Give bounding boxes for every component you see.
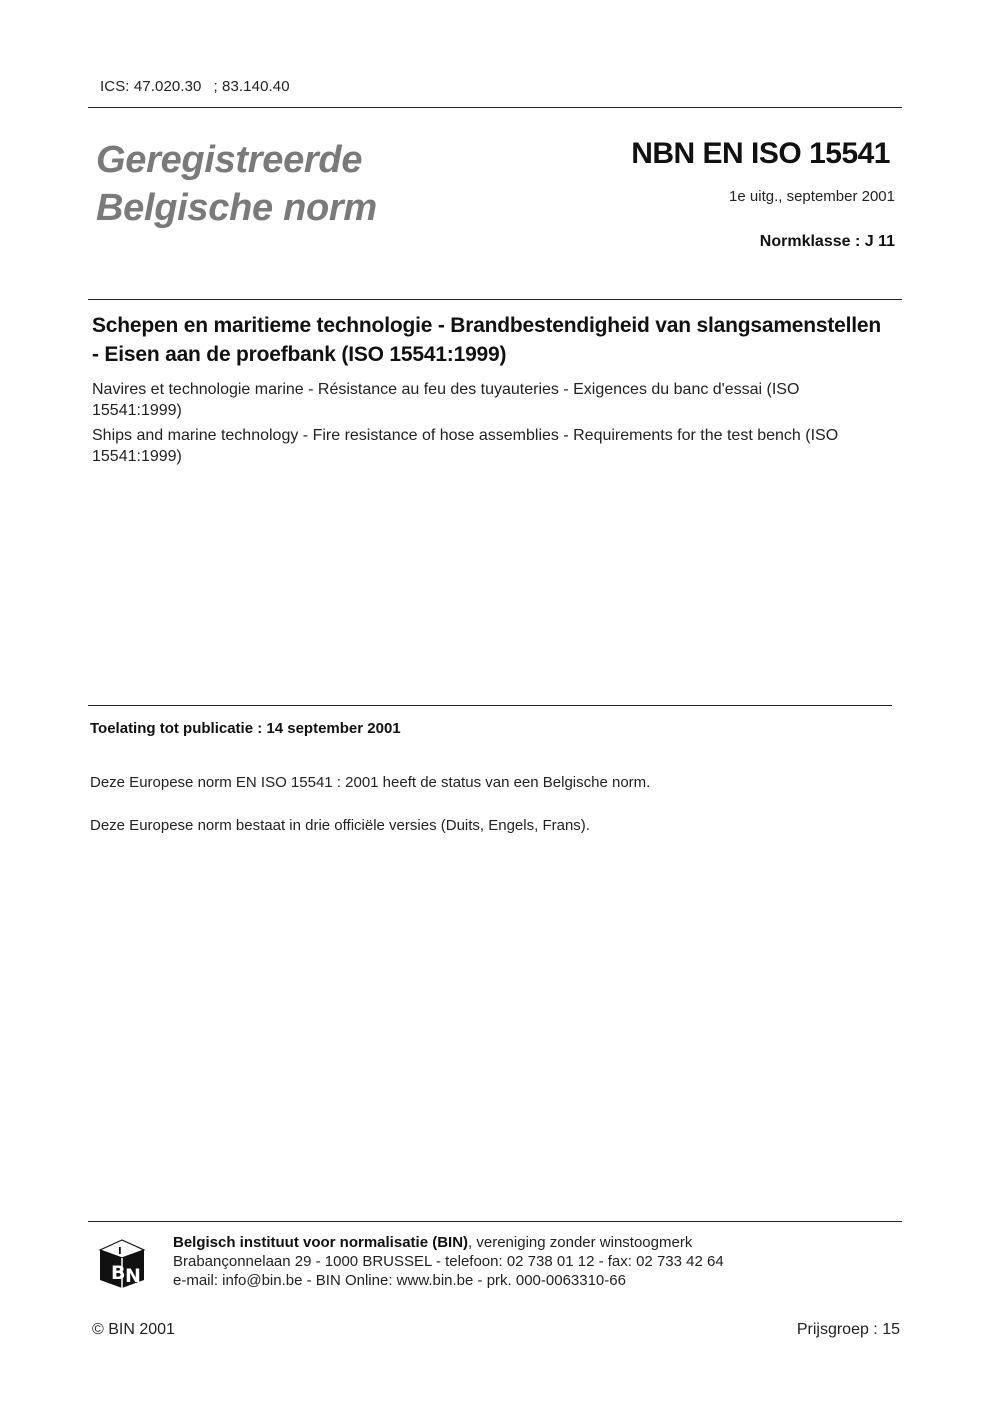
normklasse: Normklasse : J 11 <box>759 233 895 250</box>
registration-heading <box>96 136 377 232</box>
standard-code: NBN EN ISO 15541 <box>631 137 890 170</box>
body-rule <box>88 705 892 706</box>
footer-rule <box>88 1221 902 1222</box>
bin-logo-mark <box>96 1236 148 1290</box>
organization-address: Brabançonnelaan 29 - 1000 BRUSSEL - telefoon: 02 738 01 12 - fax: 02 733 42 64 <box>173 1253 724 1270</box>
ics-code-1: 47.020.30 <box>133 78 202 95</box>
title-english: Ships and marine technology - Fire resistance of hose assemblies - Requirements for the test bench (ISO 15541:1999) <box>92 427 839 465</box>
price-group: Prijsgroep : 15 <box>796 1321 900 1338</box>
ics-classification <box>100 78 290 95</box>
bin-logo-letter-b: B <box>111 1262 126 1284</box>
title-rule <box>88 299 902 300</box>
ics-code-2: ; 83.140.40 <box>213 78 290 95</box>
bin-logo <box>96 1236 148 1290</box>
edition-date: 1e uitg., september 2001 <box>729 188 895 205</box>
organization-info <box>173 1233 724 1290</box>
registration-line-1: Geregistreerde <box>96 139 363 181</box>
top-rule <box>88 107 902 108</box>
organization-line-1 <box>173 1233 724 1252</box>
status-statement: Deze Europese norm EN ISO 15541 : 2001 heeft de status van een Belgische norm. <box>90 774 651 791</box>
bin-logo-letter-i: I <box>118 1246 122 1257</box>
versions-statement: Deze Europese norm bestaat in drie officiële versies (Duits, Engels, Frans). <box>90 817 590 834</box>
publication-approval: Toelating tot publicatie : 14 september 2001 <box>90 720 401 737</box>
copyright: © BIN 2001 <box>92 1321 175 1338</box>
registration-line-2: Belgische norm <box>96 187 377 229</box>
title-french: Navires et technologie marine - Résistance au feu des tuyauteries - Exigences du banc d'essai (ISO 15541:1999) <box>92 381 800 419</box>
organization-name: Belgisch instituut voor normalisatie (BIN) <box>173 1234 469 1251</box>
organization-contact: e-mail: info@bin.be - BIN Online: www.bin.be - prk. 000-0063310-66 <box>173 1272 626 1289</box>
ics-label: ICS: <box>100 78 130 95</box>
bin-logo-letter-n: N <box>125 1265 141 1287</box>
organization-type: , vereniging zonder winstoogmerk <box>468 1234 693 1251</box>
title-dutch: Schepen en maritieme technologie - Brandbestendigheid van slangsamenstellen - Eisen aan de proefbank (ISO 15541:1999) <box>92 314 882 366</box>
